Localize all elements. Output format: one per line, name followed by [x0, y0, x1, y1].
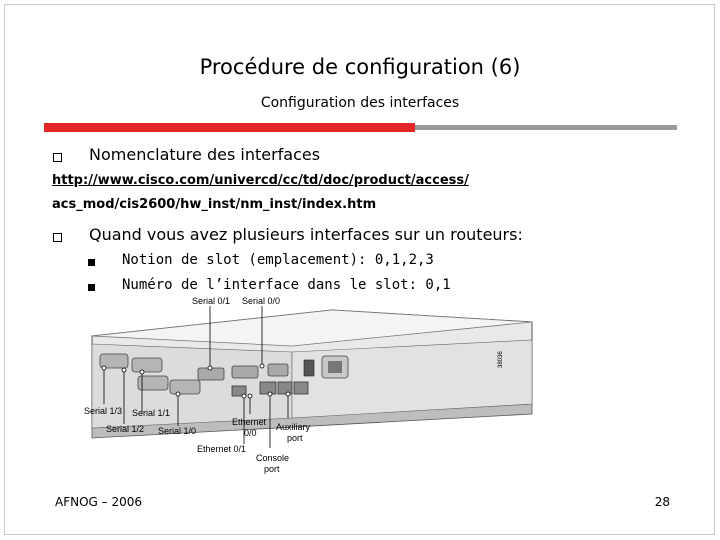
label-serial-1-1: Serial 1/1 [132, 408, 171, 418]
title-underline-gray [415, 125, 677, 130]
sub-bullet-interface-number: Numéro de l’interface dans le slot: 0,1 [122, 277, 451, 293]
label-ethernet-0-0-number: 0/0 [244, 428, 257, 438]
label-serial-1-3: Serial 1/3 [84, 406, 123, 416]
cisco-doc-link-continued[interactable]: acs_mod/cis2600/hw_inst/nm_inst/index.htm [52, 197, 377, 212]
sub-bullet-slot: Notion de slot (emplacement): 0,1,2,3 [122, 252, 434, 268]
label-console: Console [256, 453, 290, 463]
slide-title: Procédure de configuration (6) [199, 55, 521, 79]
label-auxiliary: Auxiliary [276, 422, 311, 432]
slide-subtitle: Configuration des interfaces [260, 95, 460, 111]
footer-organization: AFNOG – 2006 [55, 495, 142, 509]
router-model-tag: 38036 [498, 351, 504, 368]
label-ethernet-0-0: Ethernet [232, 417, 267, 427]
title-underline-red [44, 123, 415, 132]
hollow-square-bullet-icon [53, 233, 62, 242]
filled-square-bullet-icon [88, 259, 95, 266]
hollow-square-bullet-icon [53, 153, 62, 162]
label-serial-0-0: Serial 0/0 [242, 296, 281, 306]
label-ethernet-0-1: Ethernet 0/1 [197, 444, 247, 454]
label-serial-1-2: Serial 1/2 [106, 424, 145, 434]
page-number: 28 [654, 495, 670, 509]
filled-square-bullet-icon [88, 284, 95, 291]
bullet-multiple-interfaces: Quand vous avez plusieurs interfaces sur un routeurs: [89, 225, 523, 244]
router-rear-panel-figure [82, 296, 537, 474]
bullet-nomenclature: Nomenclature des interfaces [89, 145, 321, 164]
cisco-doc-link[interactable]: http://www.cisco.com/univercd/cc/td/doc/product/access/ [52, 173, 469, 188]
label-auxiliary-port: port [287, 433, 303, 443]
label-serial-1-0: Serial 1/0 [158, 426, 197, 436]
label-console-port: port [264, 464, 280, 474]
label-serial-0-1: Serial 0/1 [192, 296, 231, 306]
